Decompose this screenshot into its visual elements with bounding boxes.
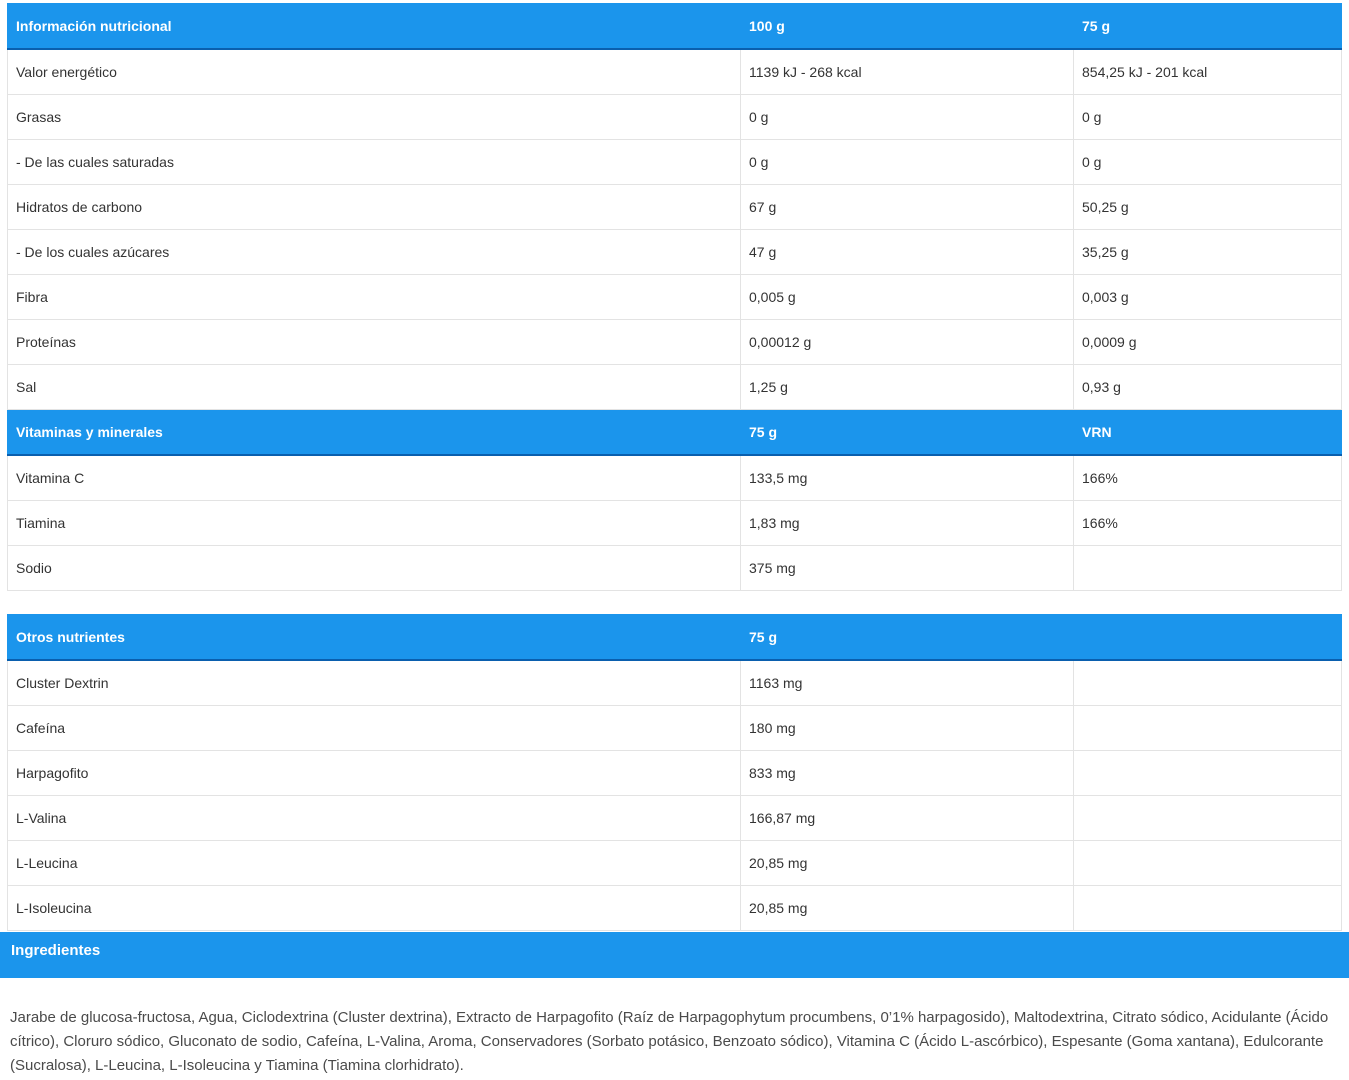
table-cell: 67 g (741, 185, 1074, 230)
table-cell (1074, 546, 1342, 591)
table-cell: 35,25 g (1074, 230, 1342, 275)
table-row (8, 230, 1342, 275)
table-cell: Proteínas (8, 320, 741, 365)
table-cell: 0,003 g (1074, 275, 1342, 320)
table-row (8, 320, 1342, 365)
table-cell: 0 g (1074, 140, 1342, 185)
table-cell: 50,25 g (1074, 185, 1342, 230)
vitamins-header-row (8, 410, 1342, 456)
column-header: 75 g (741, 615, 1074, 661)
ingredients-header (0, 932, 1349, 978)
column-header: Vitaminas y minerales (8, 410, 741, 456)
others-header-row (8, 615, 1342, 661)
ingredients-title: Ingredientes (11, 942, 101, 959)
table-cell: Valor energético (8, 49, 741, 95)
table-cell: 20,85 mg (741, 886, 1074, 931)
column-header: 75 g (1074, 4, 1342, 50)
table-cell: Sodio (8, 546, 741, 591)
other-nutrients-table (7, 614, 1342, 931)
table-row (8, 751, 1342, 796)
column-header: 75 g (741, 410, 1074, 456)
table-cell: 1,83 mg (741, 501, 1074, 546)
nutrition-table (7, 3, 1342, 591)
table-row (8, 546, 1342, 591)
table-cell: 854,25 kJ - 201 kcal (1074, 49, 1342, 95)
table-cell (1074, 660, 1342, 706)
table-row (8, 455, 1342, 501)
column-header: Información nutricional (8, 4, 741, 50)
table-cell: 0,005 g (741, 275, 1074, 320)
table-row (8, 140, 1342, 185)
table-cell: 1,25 g (741, 365, 1074, 410)
table-cell: 133,5 mg (741, 455, 1074, 501)
table-cell: 0 g (1074, 95, 1342, 140)
table-cell: 375 mg (741, 546, 1074, 591)
table-row (8, 660, 1342, 706)
table-row (8, 796, 1342, 841)
table-cell: Grasas (8, 95, 741, 140)
table-cell: Hidratos de carbono (8, 185, 741, 230)
table-cell: 47 g (741, 230, 1074, 275)
table-cell (1074, 796, 1342, 841)
table-row (8, 49, 1342, 95)
table-cell: 166% (1074, 501, 1342, 546)
table-row (8, 886, 1342, 931)
table-cell: Sal (8, 365, 741, 410)
table-cell: 0 g (741, 95, 1074, 140)
column-header: VRN (1074, 410, 1342, 456)
table-cell: Fibra (8, 275, 741, 320)
table-cell: Cafeína (8, 706, 741, 751)
table-cell: 166% (1074, 455, 1342, 501)
table-cell: L-Leucina (8, 841, 741, 886)
table-cell: L-Valina (8, 796, 741, 841)
table-cell: 0 g (741, 140, 1074, 185)
table-cell: Cluster Dextrin (8, 660, 741, 706)
table-row (8, 841, 1342, 886)
nutrition-header-row (8, 4, 1342, 50)
ingredients-text: Jarabe de glucosa-fructosa, Agua, Ciclodextrina (Cluster dextrina), Extracto de Harpagofito (Raíz de Harpagophytum procumbens, 0’1% harpagosido), Maltodextrina, Citrato sódico, Acidulante (Ácido cítrico), Cloruro sódico, Gluconato de sodio, Cafeína, L-Valina, Aroma, Conservadores (Sorbato potásico, Benzoato sódico), Vitamina C (Ácido L-ascórbico), Espesante (Goma xantana), Edulcorante (Sucralosa), L-Leucina, L-Isoleucina y Tiamina (Tiamina clorhidrato). (10, 1009, 1329, 1074)
table-cell: 833 mg (741, 751, 1074, 796)
table-cell: 1139 kJ - 268 kcal (741, 49, 1074, 95)
table-cell: 20,85 mg (741, 841, 1074, 886)
table-row (8, 501, 1342, 546)
table-cell: - De los cuales azúcares (8, 230, 741, 275)
table-row (8, 365, 1342, 410)
table-cell (1074, 841, 1342, 886)
column-header (1074, 615, 1342, 661)
table-cell: 0,93 g (1074, 365, 1342, 410)
table-cell (1074, 886, 1342, 931)
table-cell: Harpagofito (8, 751, 741, 796)
table-cell: Tiamina (8, 501, 741, 546)
table-cell: Vitamina C (8, 455, 741, 501)
column-header: Otros nutrientes (8, 615, 741, 661)
table-row (8, 275, 1342, 320)
table-row (8, 95, 1342, 140)
table-cell: L-Isoleucina (8, 886, 741, 931)
table-cell: 166,87 mg (741, 796, 1074, 841)
table-cell: 1163 mg (741, 660, 1074, 706)
table-cell (1074, 706, 1342, 751)
table-cell: 180 mg (741, 706, 1074, 751)
table-row (8, 185, 1342, 230)
table-cell: - De las cuales saturadas (8, 140, 741, 185)
table-cell: 0,00012 g (741, 320, 1074, 365)
table-row (8, 706, 1342, 751)
column-header: 100 g (741, 4, 1074, 50)
table-cell (1074, 751, 1342, 796)
table-cell: 0,0009 g (1074, 320, 1342, 365)
